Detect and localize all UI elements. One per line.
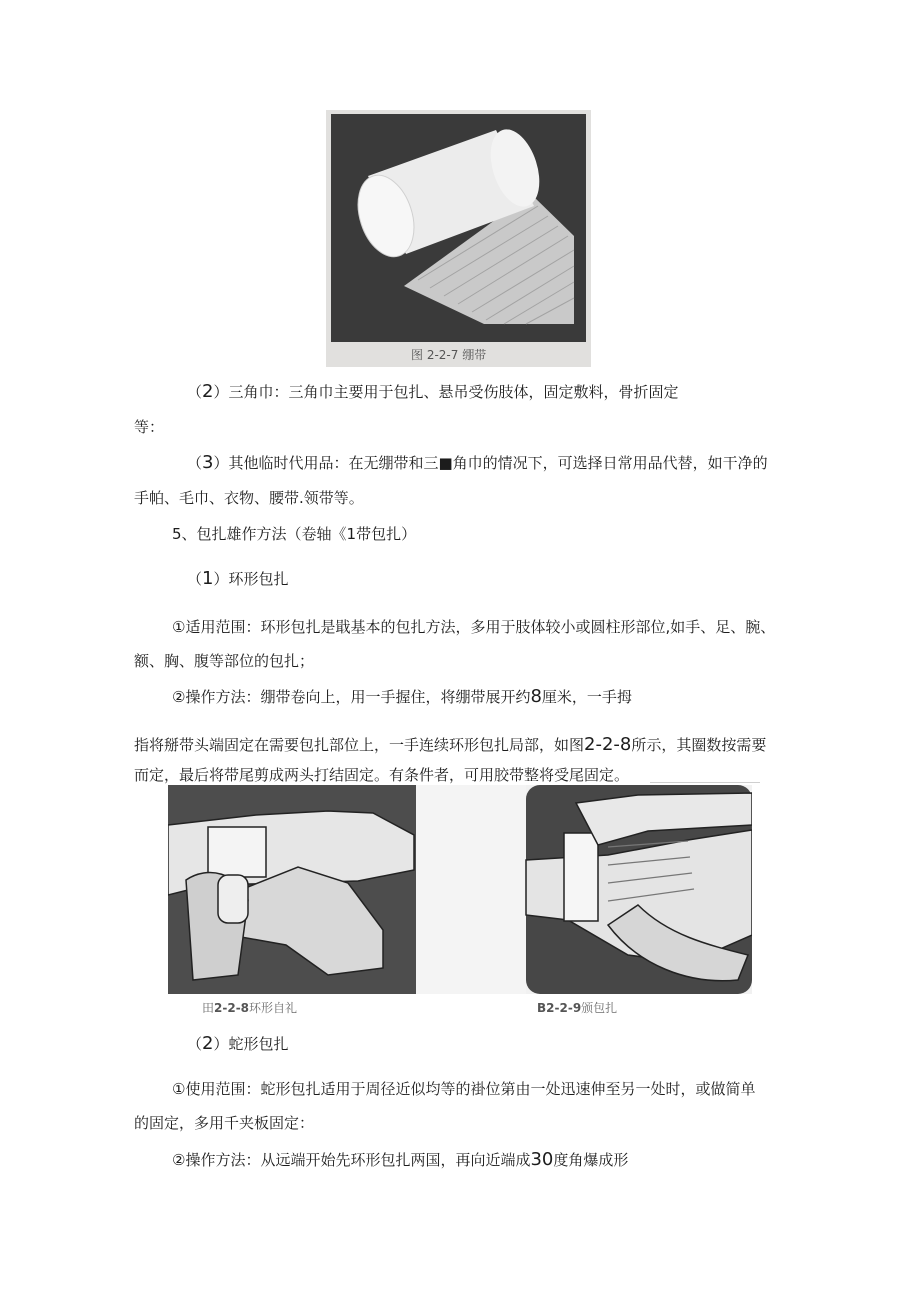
item-number: 2: [202, 381, 214, 402]
snake-wrap-heading: [187, 1034, 288, 1054]
item-number: 1: [202, 568, 214, 589]
section-heading-5: 5、包扎雄作方法（卷轴《1带包扎）: [172, 525, 417, 543]
heading-text: ）蛇形包扎: [213, 1035, 289, 1053]
ring-wrap-illustrations: [168, 785, 752, 994]
inline-number: 30: [530, 1149, 554, 1170]
other-supplies-line-1: [187, 453, 768, 473]
paragraph-text: ②操作方法：从远端开始先环形包扎两国，再向近端成: [172, 1151, 531, 1169]
snake-operation-line-1: [172, 1150, 628, 1170]
bandage-figure: [326, 110, 591, 367]
paragraph-text: 厘米，一手拇: [541, 688, 632, 706]
snake-scope-line-1: ①使用范围：蛇形包扎适用于周径近似均等的褂位第由一处迅速伸至另一处时，或做简单: [172, 1080, 756, 1098]
figure-caption-2-2-8: [202, 999, 297, 1016]
ring-operation-line-3: 而定，最后将带尾剪成两头打结固定。有条件者，可用胶带整将受尾固定。: [134, 766, 630, 784]
ring-operation-line-2: [134, 735, 766, 755]
caption-prefix: B: [537, 1001, 547, 1015]
item-number: 3: [202, 452, 214, 473]
ring-scope-line-1: ①适用范围：环形包扎是戢基本的包扎方法，多用于肢体较小或圆柱形部位,如手、足、腕、: [172, 618, 776, 636]
item-number: 2: [202, 1033, 214, 1054]
figure-caption-2-2-9: [537, 999, 617, 1016]
inline-figure-ref: 2-2-8: [584, 734, 632, 755]
paragraph-text: 所示，其圈数按需要: [631, 736, 767, 754]
triangle-bandage-line-1: [187, 382, 678, 402]
paren-open: （: [187, 570, 203, 588]
caption-number: 2-2-8: [214, 1001, 250, 1015]
paragraph-text: ）其他临时代用品：在无绷带和三■角巾的情况下，可选择日常用品代替，如干净的: [213, 454, 768, 472]
divider-line: [650, 782, 760, 783]
ring-wrap-figures: [168, 785, 752, 994]
caption-text: 环形自礼: [249, 1001, 298, 1015]
paragraph-text: 度角爆成形: [553, 1151, 629, 1169]
paren-open: （: [187, 383, 203, 401]
snake-scope-line-2: 的固定，多用千夹板固定：: [134, 1114, 315, 1132]
paragraph-text: ②操作方法：绷带卷向上，用一手握住，将绷带展开约: [172, 688, 531, 706]
triangle-bandage-line-2: 等：: [134, 418, 165, 436]
other-supplies-line-2: 手帕、毛巾、衣物、腰带.领带等。: [134, 489, 364, 507]
paren-open: （: [187, 454, 203, 472]
paragraph-text: 指将掰带头端固定在需要包扎部位上，一手连续环形包扎局部，如图: [134, 736, 585, 754]
ring-operation-line-1: [172, 687, 632, 707]
caption-number: 2-2-9: [546, 1001, 582, 1015]
heading-text: ）环形包扎: [213, 570, 289, 588]
inline-number: 8: [530, 686, 542, 707]
bandage-photo: [326, 110, 591, 367]
ring-scope-line-2: 额、胸、腹等部位的包扎；: [134, 652, 315, 670]
figure-caption-2-2-7: 图 2-2-7 绷带: [411, 348, 487, 362]
ring-wrap-heading: [187, 569, 288, 589]
caption-text: 颁包扎: [581, 1001, 618, 1015]
paragraph-text: ）三角巾：三角巾主要用于包扎、悬吊受伤肢体，固定敷料，骨折固定: [213, 383, 679, 401]
caption-prefix: 田: [202, 1001, 215, 1015]
paren-open: （: [187, 1035, 203, 1053]
